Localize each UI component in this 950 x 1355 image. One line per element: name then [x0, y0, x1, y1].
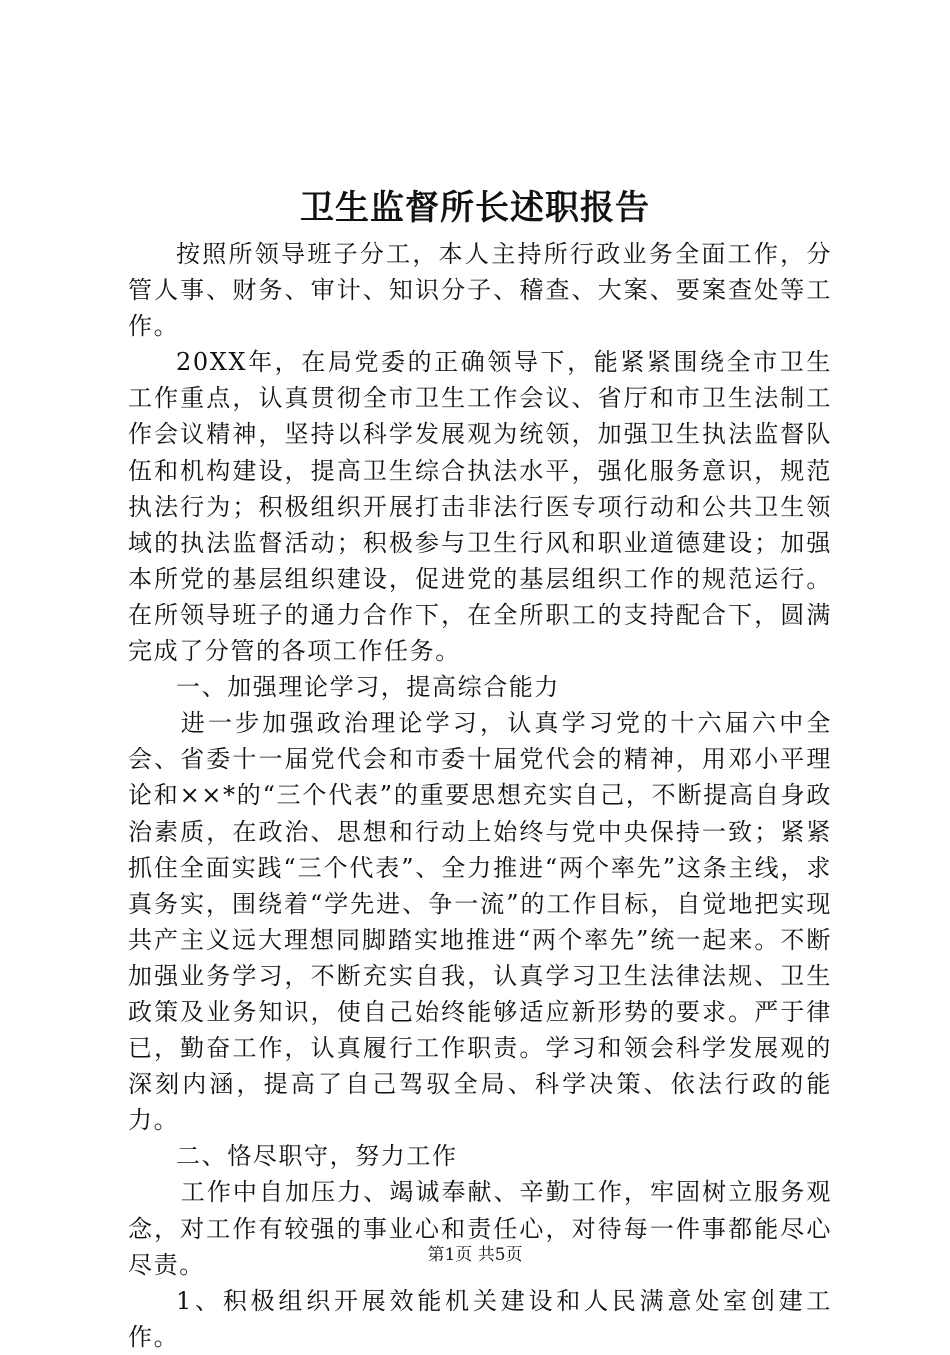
section-heading-1: 一、加强理论学习，提高综合能力	[176, 673, 560, 702]
paragraph-theory-study: 进一步加强政治理论学习，认真学习党的十六届六中全会、省委十一届党代会和市委十届党代会的精神，用邓小平理论和××*的“三个代表”的重要思想充实自己，不断提高自身政治素质，在政治、思想和行动上始终与党中央保持一致；紧紧抓住全面实践“三个代表”、全力推进“两个率先”这条主线，求真务实，围绕着“学先进、争一流”的工作目标，自觉地把实现共产主义远大理想同脚踏实地推进“两个率先”统一起来。不断加强业务学习，不断充实自我，认真学习卫生法律法规、卫生政策及业务知识，使自己始终能够适应新形势的要求。严于律已，勤奋工作，认真履行工作职责。学习和领会科学发展观的深刻内涵，提高了自己驾驭全局、科学决策、依法行政的能力。	[128, 709, 832, 1135]
paragraph-diligence: 工作中自加压力、竭诚奉献、辛勤工作，牢固树立服务观念，对工作有较强的事业心和责任心，对待每一件事都能尽心尽责。	[128, 1178, 832, 1279]
paragraph-overview: 20XX年，在局党委的正确领导下，能紧紧围绕全市卫生工作重点，认真贯彻全市卫生工作会议、省厅和市卫生法制工作会议精神，坚持以科学发展观为统领，加强卫生执法监督队伍和机构建设，提高卫生综合执法水平，强化服务意识，规范执法行为；积极组织开展打击非法行医专项行动和公共卫生领域的执法监督活动；积极参与卫生行风和职业道德建设；加强本所党的基层组织建设，促进党的基层组织工作的规范运行。在所领导班子的通力合作下，在全所职工的支持配合下，圆满完成了分管的各项工作任务。	[128, 348, 832, 666]
page-title: 卫生监督所长述职报告	[300, 188, 650, 228]
paragraph-intro: 按照所领导班子分工，本人主持所行政业务全面工作，分管人事、财务、审计、知识分子、稽查、大案、要案查处等工作。	[128, 240, 832, 341]
paragraph-item-1: 1、积极组织开展效能机关建设和人民满意处室创建工作。	[128, 1286, 832, 1351]
page-footer: 第1页 共5页	[427, 1245, 523, 1265]
section-heading-2: 二、恪尽职守，努力工作	[176, 1142, 458, 1171]
document-body	[128, 236, 832, 1355]
